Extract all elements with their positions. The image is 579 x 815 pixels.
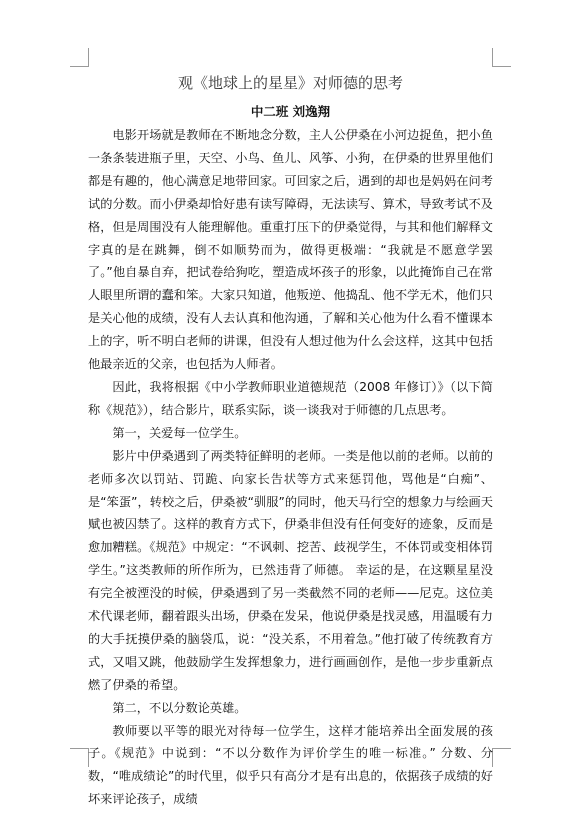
paragraph-intro: 电影开场就是教师在不断地念分数，主人公伊桑在小河边捉鱼，把小鱼一条条装进瓶子里，天空、小鸟、鱼儿、风筝、小狗，在伊桑的世界里他们都是有趣的，他心满意足地带回家。可回家之后，遇到的却也是妈妈在问考试的分数。而小伊桑却恰好患有读写障碍，无法读写、算术，导致考试不及格，但是周围没有人能理解他。重重打压下的伊桑觉得，与其和他们解释文字真的是在跳舞，倒不如顺势而为，做得更极端：“我就是不愿意学罢了。”他自暴自弃，把试卷给狗吃，塑造成坏孩子的形象，以此掩饰自己在常人眼里所谓的蠢和笨。大家只知道，他叛逆、他捣乱、他不学无术，他们只是关心他的成绩，没有人去认真和他沟通，了解和关心他为什么看不懂课本上的字，听不明白老师的讲课，但没有人想过他为什么会这样，这其中包括他最亲近的父亲，也包括为人师者。 [88,128,493,372]
crop-mark-top-right [492,48,511,67]
crop-mark-bottom-right [492,748,511,767]
crop-mark-top-left [70,48,89,67]
document-author: 中二班 刘逸翔 [250,104,331,119]
document-body [88,124,493,811]
section-heading-2: 第二，不以分数论英雄。 [112,700,247,715]
crop-mark-bottom-left [70,748,89,767]
paragraph-purpose: 因此，我将根据《中小学教师职业道德规范（2008 年修订）》（以下简称《规范》），结合影片，联系实际，谈一谈我对于师德的几点思考。 [88,379,493,417]
paragraph-section-1: 影片中伊桑遇到了两类特征鲜明的老师。一类是他以前的老师。以前的老师多次以罚站、罚跪、向家长告状等方式来惩罚他，骂他是“白痴”、是“笨蛋”，转校之后，伊桑被“驯服”的同时，他天马行空的想象力与绘画天赋也被囚禁了。这样的教育方式下，伊桑非但没有任何变好的迹象，反而是愈加糟糕。《规范》中规定：“不讽刺、挖苦、歧视学生，不体罚或变相体罚学生。”这类教师的所作所为，已然违背了师德。 幸运的是，在这颗星星没有完全被湮没的时候，伊桑遇到了另一类截然不同的老师——尼克。这位美术代课老师，翻着跟头出场，伊桑在发呆，他说伊桑是找灵感，用温暖有力的大手抚摸伊桑的脑袋瓜，说：“没关系，不用着急。”他打破了传统教育方式，又唱又跳，他鼓励学生发挥想象力，进行画画创作，是他一步步重新点燃了伊桑的希望。 [88,448,493,692]
section-heading-1: 第一，关爱每一位学生。 [112,425,247,440]
paragraph-section-2: 教师要以平等的眼光对待每一位学生，这样才能培养出全面发展的孩子。《规范》中说到：“不以分数作为评价学生的唯一标准。” 分数、分数，“唯成绩论”的时代里，似乎只有高分才是有出息的，依据孩子成绩的好坏来评论孩子，成绩 [88,723,493,807]
document-title: 观《地球上的星星》对师德的思考 [177,74,403,92]
